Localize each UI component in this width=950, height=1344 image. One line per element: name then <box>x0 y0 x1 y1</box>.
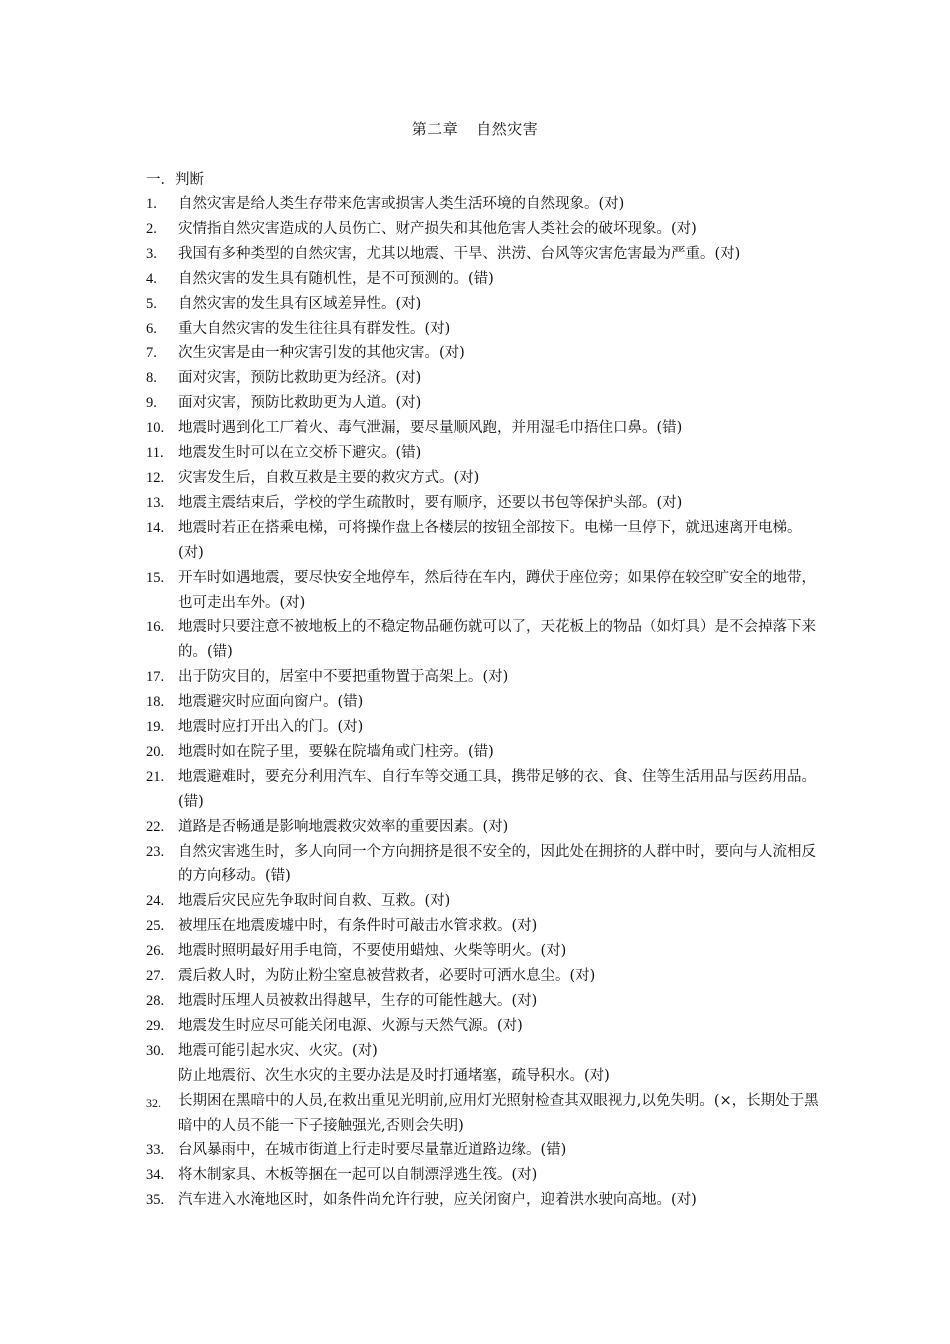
list-item <box>146 964 826 989</box>
item-number: 22. <box>146 818 165 835</box>
item-text: 地震时压埋人员被救出得越早，生存的可能性越大。(对) <box>178 993 538 1009</box>
list-item <box>146 1138 826 1163</box>
item-number: 30. <box>146 1042 165 1059</box>
item-text: 自然灾害逃生时，多人向同一个方向拥挤是很不安全的，因此处在拥挤的人群中时，要向与人流相反的方向移动。(错) <box>178 843 816 885</box>
list-item <box>146 566 826 616</box>
list-item <box>146 416 826 441</box>
item-number: 6. <box>146 320 157 337</box>
item-text: 我国有多种类型的自然灾害，尤其以地震、干旱、洪涝、台风等灾害危害最为严重。(对) <box>178 245 741 262</box>
item-number: 8. <box>146 370 157 387</box>
item-text: 地震避难时，要充分利用汽车、自行车等交通工具，携带足够的衣、食、住等生活用品与医药用品。(错) <box>178 768 816 810</box>
list-item <box>146 765 826 815</box>
item-number: 15. <box>146 569 165 586</box>
item-number: 34. <box>146 1167 165 1184</box>
item-number: 23. <box>146 843 165 860</box>
item-text: 地震时遇到化工厂着火、毒气泄漏，要尽量顺风跑，并用湿毛巾捂住口鼻。(错) <box>178 420 683 437</box>
list-item <box>146 217 826 242</box>
item-text: 地震发生时应尽可能关闭电源、火源与天然气源。(对) <box>178 1017 523 1034</box>
item-number: 17. <box>146 669 165 686</box>
item-number: 16. <box>146 619 165 636</box>
item-number: 14. <box>146 519 165 536</box>
item-text: 地震后灾民应先争取时间自救、互救。(对) <box>178 893 451 910</box>
chapter-name: 自然灾害 <box>476 120 539 138</box>
item-text: 重大自然灾害的发生往往具有群发性。(对) <box>178 320 451 337</box>
list-item <box>146 1039 826 1064</box>
item-number: 19. <box>146 719 165 736</box>
item-number <box>146 1064 178 1089</box>
item-text: 灾情指自然灾害造成的人员伤亡、财产损失和其他危害人类社会的破坏现象。(对) <box>178 220 697 237</box>
list-item <box>146 715 826 740</box>
item-number: 1. <box>146 196 157 212</box>
item-number: 18. <box>146 694 165 711</box>
item-number: 9. <box>146 395 157 412</box>
item-number: 28. <box>146 993 165 1009</box>
list-item <box>146 889 826 914</box>
item-text: 地震时若正在搭乘电梯，可将操作盘上各楼层的按钮全部按下。电梯一旦停下，就迅速离开电梯。(对) <box>178 519 802 561</box>
list-item <box>146 1089 826 1139</box>
list-item <box>146 1014 826 1039</box>
item-number: 24. <box>146 893 165 910</box>
item-number: 33. <box>146 1142 165 1159</box>
item-number: 27. <box>146 968 165 985</box>
item-text: 自然灾害的发生具有随机性，是不可预测的。(错) <box>178 270 494 287</box>
item-text: 面对灾害，预防比救助更为人道。(对) <box>178 395 422 412</box>
item-text: 灾害发生后，自救互救是主要的救灾方式。(对) <box>178 469 480 486</box>
item-number: 2. <box>146 220 157 237</box>
item-text: 震后救人时，为防止粉尘窒息被营救者，必要时可洒水息尘。(对) <box>178 968 596 985</box>
list-item <box>146 366 826 391</box>
item-text: 地震时如在院子里，要躲在院墙角或门柱旁。(错) <box>178 743 494 760</box>
list-item <box>146 914 826 939</box>
item-text: 地震主震结束后，学校的学生疏散时，要有顺序，还要以书包等保护头部。(对) <box>178 494 683 511</box>
item-text: 面对灾害，预防比救助更为经济。(对) <box>178 370 422 387</box>
item-number: 13. <box>146 494 165 511</box>
list-item <box>146 615 826 665</box>
item-text: 地震发生时可以在立交桥下避灾。(错) <box>178 445 422 462</box>
list-item <box>146 466 826 491</box>
list-item <box>146 391 826 416</box>
list-item <box>146 1064 826 1089</box>
item-number: 12. <box>146 469 165 486</box>
list-item <box>146 1188 826 1213</box>
item-text: 地震避灾时应面向窗户。(错) <box>178 694 364 711</box>
list-item <box>146 815 826 840</box>
item-number: 21. <box>146 768 165 785</box>
item-text: 地震时只要注意不被地板上的不稳定物品砸伤就可以了，天花板上的物品（如灯具）是不会掉落下来的。(错) <box>178 619 816 661</box>
item-number: 10. <box>146 420 165 437</box>
item-number: 11. <box>146 445 164 462</box>
list-item <box>146 317 826 342</box>
item-number: 35. <box>146 1192 165 1209</box>
item-number: 26. <box>146 943 165 960</box>
list-item <box>146 267 826 292</box>
item-text: 台风暴雨中，在城市街道上行走时要尽量靠近道路边缘。(错) <box>178 1142 567 1159</box>
item-number: 7. <box>146 345 157 362</box>
item-text: 地震可能引起水灾、火灾。(对) <box>178 1042 378 1059</box>
item-text: 道路是否畅通是影响地震救灾效率的重要因素。(对) <box>178 818 509 835</box>
list-item <box>146 516 826 566</box>
list-item <box>146 292 826 317</box>
item-text: 长期困在黑暗中的人员,在救出重见光明前,应用灯光照射检查其双眼视力,以免失明。(×，长期处于黑暗中的人员不能一下子接触强光,否则会失明) <box>178 1092 819 1134</box>
list-item <box>146 1163 826 1188</box>
list-item <box>146 491 826 516</box>
item-number: 3. <box>146 245 157 262</box>
question-list <box>146 192 826 1213</box>
item-text: 防止地震衍、次生水灾的主要办法是及时打通堵塞，疏导积水。(对) <box>178 1067 610 1084</box>
item-text: 开车时如遇地震，要尽快安全地停车，然后待在车内，蹲伏于座位旁；如果停在较空旷安全的地带，也可走出车外。(对) <box>178 569 816 611</box>
list-item <box>146 242 826 267</box>
list-item <box>146 690 826 715</box>
item-text: 出于防灾目的，居室中不要把重物置于高架上。(对) <box>178 669 509 686</box>
item-text: 地震时应打开出入的门。(对) <box>178 719 364 736</box>
item-text: 地震时照明最好用手电筒，不要使用蜡烛、火柴等明火。(对) <box>178 943 567 960</box>
chapter-number: 第二章 <box>411 120 459 138</box>
list-item <box>146 939 826 964</box>
list-item <box>146 441 826 466</box>
item-number: 4. <box>146 270 157 287</box>
item-text: 被埋压在地震废墟中时，有条件时可敲击水管求救。(对) <box>178 918 538 935</box>
item-number: 25. <box>146 918 165 935</box>
item-number: 29. <box>146 1017 165 1034</box>
item-text: 自然灾害的发生具有区域差异性。(对) <box>178 295 422 312</box>
item-text: 汽车进入水淹地区时，如条件尚允许行驶，应关闭窗户，迎着洪水驶向高地。(对) <box>178 1192 697 1209</box>
item-number: 20. <box>146 743 165 760</box>
list-item <box>146 341 826 366</box>
section-heading: 一．判断 <box>146 172 204 188</box>
list-item <box>146 740 826 765</box>
item-text: 自然灾害是给人类生存带来危害或损害人类生活环境的自然现象。(对) <box>178 196 625 212</box>
item-text: 次生灾害是由一种灾害引发的其他灾害。(对) <box>178 345 465 362</box>
chapter-title <box>0 118 950 139</box>
list-item <box>146 989 826 1014</box>
item-number: 5. <box>146 295 157 312</box>
list-item <box>146 840 826 890</box>
list-item <box>146 192 826 217</box>
item-text: 将木制家具、木板等捆在一起可以自制漂浮逃生筏。(对) <box>178 1167 538 1184</box>
item-number: 32. <box>146 1095 161 1110</box>
list-item <box>146 665 826 690</box>
